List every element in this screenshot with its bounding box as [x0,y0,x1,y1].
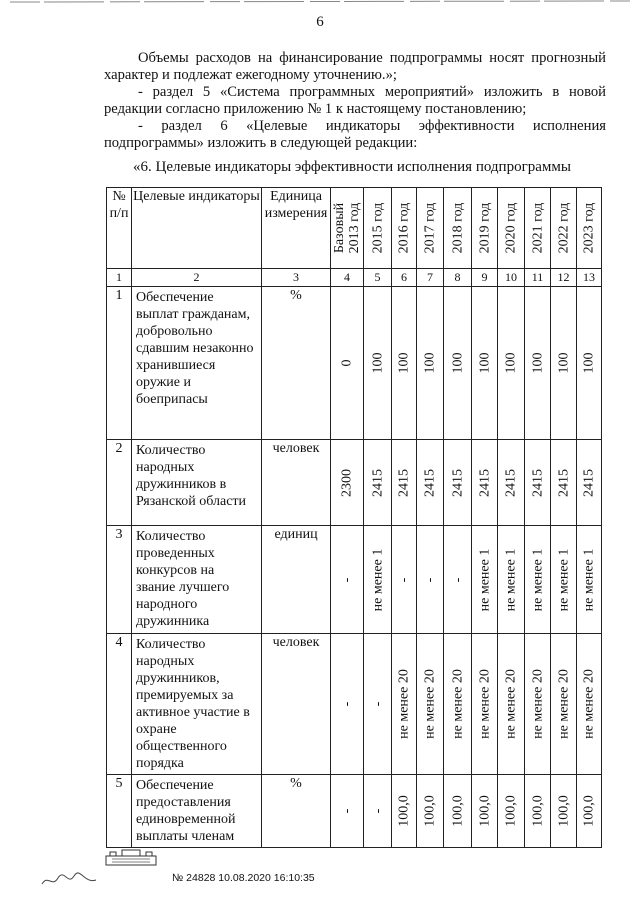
indicator-value [444,526,472,634]
value-text: 100 [556,352,571,374]
indicator-value [364,287,392,440]
table-title: «6. Целевые индикаторы эффективности исполнения подпрограммы [133,159,571,175]
unit-of-measure: человек [262,634,331,775]
indicator-value [392,526,417,634]
indicator-name: Количество проведенных конкурсов на звание лучшего народного дружинника [132,526,262,634]
indicator-value [417,634,444,775]
value-text: - [370,701,385,707]
column-number-row [107,269,602,287]
indicator-value [472,440,498,526]
value-text: 100 [581,352,597,374]
indicator-value [525,287,551,440]
column-number: 9 [472,269,498,287]
indicator-value [331,440,364,526]
indicator-value [577,526,602,634]
column-number: 2 [132,269,262,287]
column-number: 3 [262,269,331,287]
value-text: 2415 [450,468,465,497]
indicator-value [577,287,602,440]
value-text: 2415 [422,468,438,497]
header-year: 2019 год [472,188,498,269]
header-year: 2016 год [392,188,417,269]
value-text: 100 [370,352,385,374]
value-text: - [422,577,438,582]
indicator-name: Обеспечение предоставления единовременной выплаты членам [132,775,262,848]
indicator-value [472,634,498,775]
value-text: - [370,808,385,814]
table-row [107,287,602,440]
table-body [107,287,602,848]
value-text: не менее 20 [450,669,465,739]
indicator-value [392,440,417,526]
value-text: 2415 [581,468,597,497]
indicator-value [444,775,472,848]
indicator-value [551,775,577,848]
header-year: 2022 год [551,188,577,269]
indicator-value [364,775,392,848]
indicator-value [417,440,444,526]
indicator-value [472,775,498,848]
indicator-value [444,287,472,440]
value-text: 100,0 [477,795,492,827]
value-text: 2415 [370,468,385,497]
indicator-value [417,287,444,440]
column-number: 6 [392,269,417,287]
value-text: 100,0 [422,795,438,827]
indicator-value [331,526,364,634]
column-number: 7 [417,269,444,287]
header-year: 2020 год [498,188,525,269]
value-text: 2415 [477,468,492,497]
value-text: 100,0 [530,795,545,827]
unit-of-measure: % [262,287,331,440]
indicator-value [551,440,577,526]
handwritten-mark [40,870,100,890]
value-text: 100 [477,352,492,374]
unit-of-measure: человек [262,440,331,526]
page-number: 6 [316,14,324,30]
value-text: - [450,577,465,582]
value-text: не менее 20 [422,669,438,739]
unit-of-measure: единиц [262,526,331,634]
indicator-value [577,634,602,775]
column-number: 5 [364,269,392,287]
indicator-value [551,634,577,775]
value-text: не менее 20 [396,669,412,739]
value-text: 0 [339,359,355,367]
value-text: не менее 20 [581,669,597,739]
column-number: 4 [331,269,364,287]
column-number: 11 [525,269,551,287]
indicator-value [498,526,525,634]
value-text: 100 [450,352,465,374]
row-number: 5 [107,775,132,848]
table-row [107,440,602,526]
header-unit: Единица измерения [262,188,331,269]
table-row [107,634,602,775]
indicators-table [106,187,602,848]
header-year: 2023 год [577,188,602,269]
value-text: 100 [396,352,412,374]
column-number: 12 [551,269,577,287]
indicator-value [498,287,525,440]
value-text: 100,0 [503,795,519,827]
indicator-value [525,634,551,775]
value-text: 100,0 [396,795,412,827]
value-text: не менее 1 [477,548,492,611]
indicator-name: Количество народных дружинников в Рязанской области [132,440,262,526]
value-text: 2415 [556,468,571,497]
value-text: - [339,701,355,707]
header-year: 2018 год [444,188,472,269]
indicator-value [577,440,602,526]
indicator-value [472,526,498,634]
indicator-name: Обеспечение выплат гражданам, добровольно сдавшим незаконно хранившиеся оружие и боеприпасы [132,287,262,440]
indicator-value [364,440,392,526]
column-number: 8 [444,269,472,287]
registration-stamp: № 24828 10.08.2020 16:10:35 [172,872,315,884]
value-text: 2300 [339,468,355,497]
indicator-value [525,440,551,526]
unit-of-measure: % [262,775,331,848]
value-text: 100,0 [581,795,597,827]
column-number: 13 [577,269,602,287]
table-row [107,775,602,848]
value-text: 2415 [503,468,519,497]
value-text: 100 [422,352,438,374]
value-text: 2415 [396,468,412,497]
table-header-row [107,188,602,269]
row-number: 2 [107,440,132,526]
emblem-stamp [102,848,160,868]
value-text: 2415 [530,468,545,497]
paragraph-3: - раздел 6 «Целевые индикаторы эффективности исполнения подпрограммы» изложить в следующей редакции: [104,118,606,151]
value-text: 100 [530,352,545,374]
value-text: - [339,577,355,582]
indicator-name: Количество народных дружинников, премируемых за активное участие в охране общественного порядка [132,634,262,775]
column-number: 1 [107,269,132,287]
indicator-value [417,775,444,848]
scan-edge-line [10,0,630,4]
row-number: 1 [107,287,132,440]
header-base: Базовый 2013 год [331,188,364,269]
paragraph-2: - раздел 5 «Система программных мероприятий» изложить в новой редакции согласно приложению № 1 к настоящему постановлению; [104,84,606,117]
row-number: 4 [107,634,132,775]
value-text: - [339,808,355,814]
indicator-value [551,287,577,440]
value-text: не менее 20 [530,669,545,739]
indicator-value [577,775,602,848]
indicator-value [417,526,444,634]
value-text: не менее 20 [503,669,519,739]
value-text: не менее 1 [581,548,597,611]
indicator-value [392,287,417,440]
table-row [107,526,602,634]
indicator-value [392,634,417,775]
value-text: не менее 1 [556,548,571,611]
column-number: 10 [498,269,525,287]
indicator-value [472,287,498,440]
indicator-value [392,775,417,848]
indicator-value [331,634,364,775]
value-text: 100 [503,352,519,374]
row-number: 3 [107,526,132,634]
value-text: не менее 1 [530,548,545,611]
indicator-value [551,526,577,634]
value-text: 100,0 [556,795,571,827]
indicator-value [364,526,392,634]
indicator-value [525,526,551,634]
header-year: 2015 год [364,188,392,269]
value-text: 100,0 [450,795,465,827]
indicator-value [331,287,364,440]
indicator-value [498,634,525,775]
indicator-value [444,634,472,775]
header-year: 2021 год [525,188,551,269]
value-text: не менее 20 [556,669,571,739]
indicator-value [331,775,364,848]
indicator-value [498,440,525,526]
indicator-value [498,775,525,848]
value-text: - [396,577,412,582]
header-year: 2017 год [417,188,444,269]
indicator-value [525,775,551,848]
header-name: Целевые индикаторы [132,188,262,269]
header-num: № п/п [107,188,132,269]
value-text: не менее 20 [477,669,492,739]
paragraph-1: Объемы расходов на финансирование подпрограммы носят прогнозный характер и подлежат ежегодному уточнению.»; [104,50,606,83]
value-text: не менее 1 [503,548,519,611]
indicator-value [364,634,392,775]
value-text: не менее 1 [370,548,385,611]
indicator-value [444,440,472,526]
